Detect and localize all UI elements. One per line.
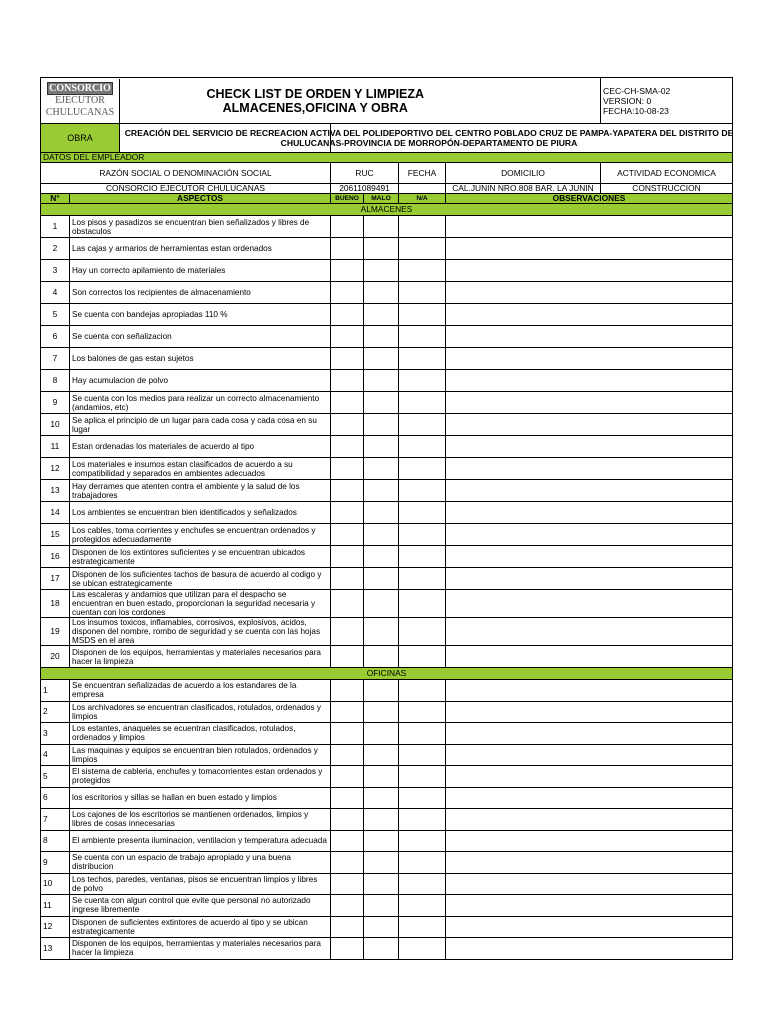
item-number: 15 — [41, 524, 70, 546]
malo-cell[interactable] — [364, 348, 399, 370]
malo-cell[interactable] — [364, 436, 399, 458]
bueno-cell[interactable] — [331, 723, 364, 745]
checklist-table — [40, 77, 733, 960]
obra-row — [41, 124, 733, 153]
observaciones-cell[interactable] — [446, 618, 733, 646]
malo-cell[interactable] — [364, 916, 399, 938]
observaciones-cell[interactable] — [446, 916, 733, 938]
checklist-row — [41, 414, 733, 436]
malo-cell[interactable] — [364, 282, 399, 304]
na-cell[interactable] — [399, 238, 446, 260]
checklist-row — [41, 480, 733, 502]
observaciones-cell[interactable] — [446, 723, 733, 745]
checklist-row — [41, 916, 733, 938]
observaciones-cell[interactable] — [446, 414, 733, 436]
na-cell[interactable] — [399, 766, 446, 788]
malo-cell[interactable] — [364, 260, 399, 282]
bueno-cell[interactable] — [331, 436, 364, 458]
item-aspect: Los archivadores se encuentran clasificados, rotulados, ordenados y limpios — [70, 701, 331, 723]
checklist-row — [41, 766, 733, 788]
checklist-row — [41, 787, 733, 809]
item-aspect: Las maquinas y equipos se encuentran bien rotulados, ordenados y limpios — [70, 744, 331, 766]
item-aspect: El sistema de cableria, enchufes y tomacorrientes estan ordenados y protegidos — [70, 766, 331, 788]
observaciones-cell[interactable] — [446, 216, 733, 238]
malo-cell[interactable] — [364, 852, 399, 874]
almacenes-label: ALMACENES — [41, 204, 733, 216]
na-cell[interactable] — [399, 216, 446, 238]
na-cell[interactable] — [399, 787, 446, 809]
checklist-row — [41, 680, 733, 702]
na-cell[interactable] — [399, 546, 446, 568]
checklist-row — [41, 370, 733, 392]
checklist-row — [41, 852, 733, 874]
malo-cell[interactable] — [364, 590, 399, 618]
observaciones-cell[interactable] — [446, 524, 733, 546]
item-aspect: Las escaleras y andamios que utilizan para el despacho se encuentran en buen estado, proporcionan la seguridad necesaria y cuentan con los cordones — [70, 590, 331, 618]
observaciones-cell[interactable] — [446, 326, 733, 348]
item-aspect: El ambiente presenta iluminacion, ventilacion y temperatura adecuada — [70, 830, 331, 852]
checklist-row — [41, 546, 733, 568]
na-cell[interactable] — [399, 414, 446, 436]
item-aspect: Los pisos y pasadizos se encuentran bien señalizados y libres de obstaculos — [70, 216, 331, 238]
item-number: 7 — [41, 348, 70, 370]
observaciones-cell[interactable] — [446, 348, 733, 370]
item-aspect: Disponen de los equipos, herramientas y materiales necesarios para hacer la limpieza — [70, 938, 331, 960]
malo-cell[interactable] — [364, 830, 399, 852]
na-cell[interactable] — [399, 701, 446, 723]
item-aspect: Los materiales e insumos estan clasificados de acuerdo a su compatibilidad y separados en ambientes adecuados — [70, 458, 331, 480]
checklist-row — [41, 646, 733, 668]
bueno-cell[interactable] — [331, 304, 364, 326]
bueno-cell[interactable] — [331, 392, 364, 414]
empleador-label: DATOS DEL EMPLEADOR — [41, 153, 733, 163]
bueno-cell[interactable] — [331, 809, 364, 831]
item-number: 12 — [41, 916, 70, 938]
malo-cell[interactable] — [364, 618, 399, 646]
checklist-row — [41, 830, 733, 852]
bueno-cell[interactable] — [331, 238, 364, 260]
bueno-cell[interactable] — [331, 502, 364, 524]
item-number: 19 — [41, 618, 70, 646]
almacenes-items — [41, 216, 733, 668]
empleador-headers: RAZÓN SOCIAL O DENOMINACIÓN SOCIAL RUC FECHA DOMICILIO ACTIVIDAD ECONOMICA — [41, 163, 733, 184]
item-aspect: Se cuenta con señalizacion — [70, 326, 331, 348]
oficinas-section — [41, 668, 733, 680]
item-aspect: Se encuentran señalizadas de acuerdo a los estandares de la empresa — [70, 680, 331, 702]
item-aspect: Hay acumulacion de polvo — [70, 370, 331, 392]
item-number: 13 — [41, 480, 70, 502]
observaciones-cell[interactable] — [446, 590, 733, 618]
malo-cell[interactable] — [364, 524, 399, 546]
item-number: 20 — [41, 646, 70, 668]
item-aspect: Disponen de los suficientes tachos de basura de acuerdo al codigo y se ubican estrategicamente — [70, 568, 331, 590]
bueno-cell[interactable] — [331, 480, 364, 502]
na-cell[interactable] — [399, 618, 446, 646]
item-aspect: Los balones de gas estan sujetos — [70, 348, 331, 370]
item-number: 1 — [41, 680, 70, 702]
malo-cell[interactable] — [364, 895, 399, 917]
malo-cell[interactable] — [364, 458, 399, 480]
na-cell[interactable] — [399, 502, 446, 524]
observaciones-cell[interactable] — [446, 480, 733, 502]
checklist-row — [41, 216, 733, 238]
bueno-cell[interactable] — [331, 895, 364, 917]
malo-cell[interactable] — [364, 480, 399, 502]
bueno-cell[interactable] — [331, 524, 364, 546]
observaciones-cell[interactable] — [446, 766, 733, 788]
item-aspect: Se aplica el principio de un lugar para cada cosa y cada cosa en su lugar — [70, 414, 331, 436]
malo-cell[interactable] — [364, 766, 399, 788]
malo-cell[interactable] — [364, 238, 399, 260]
bueno-cell[interactable] — [331, 701, 364, 723]
na-cell[interactable] — [399, 744, 446, 766]
item-number: 9 — [41, 392, 70, 414]
item-aspect: Los techos, paredes, ventanas, pisos se encuentran limpios y libres de polvo — [70, 873, 331, 895]
bueno-cell[interactable] — [331, 830, 364, 852]
na-cell[interactable] — [399, 282, 446, 304]
checklist-row — [41, 568, 733, 590]
malo-cell[interactable] — [364, 701, 399, 723]
observaciones-cell[interactable] — [446, 282, 733, 304]
bueno-cell[interactable] — [331, 873, 364, 895]
checklist-row — [41, 458, 733, 480]
obra-label: OBRA — [41, 124, 120, 152]
na-cell[interactable] — [399, 480, 446, 502]
item-number: 12 — [41, 458, 70, 480]
malo-cell[interactable] — [364, 392, 399, 414]
bueno-cell[interactable] — [331, 370, 364, 392]
item-number: 13 — [41, 938, 70, 960]
bueno-cell[interactable] — [331, 618, 364, 646]
item-number: 17 — [41, 568, 70, 590]
item-aspect: Hay un correcto apilamiento de materiales — [70, 260, 331, 282]
item-aspect: Se cuenta con algun control que evite que personal no autorizado ingrese libremente — [70, 895, 331, 917]
item-aspect: Son correctos los recipientes de almacenamiento — [70, 282, 331, 304]
bueno-cell[interactable] — [331, 852, 364, 874]
malo-cell[interactable] — [364, 744, 399, 766]
item-aspect: Disponen de los extintores suficientes y se encuentran ubicados estrategicamente — [70, 546, 331, 568]
na-cell[interactable] — [399, 524, 446, 546]
malo-cell[interactable] — [364, 568, 399, 590]
malo-cell[interactable] — [364, 723, 399, 745]
checklist-row — [41, 618, 733, 646]
malo-cell[interactable] — [364, 370, 399, 392]
bueno-cell[interactable] — [331, 766, 364, 788]
bueno-cell[interactable] — [331, 348, 364, 370]
item-aspect: Los cables, toma corrientes y enchufes se encuentran ordenados y protegidos adecuadamente — [70, 524, 331, 546]
observaciones-cell[interactable] — [446, 646, 733, 668]
malo-cell[interactable] — [364, 326, 399, 348]
item-aspect: Los ambientes se encuentran bien identificados y señalizados — [70, 502, 331, 524]
na-cell[interactable] — [399, 830, 446, 852]
observaciones-cell[interactable] — [446, 392, 733, 414]
item-number: 3 — [41, 260, 70, 282]
bueno-cell[interactable] — [331, 216, 364, 238]
observaciones-cell[interactable] — [446, 787, 733, 809]
bueno-cell[interactable] — [331, 646, 364, 668]
checklist-row — [41, 744, 733, 766]
na-cell[interactable] — [399, 370, 446, 392]
bueno-cell[interactable] — [331, 590, 364, 618]
oficinas-label: OFICINAS — [41, 668, 733, 680]
checklist-row — [41, 938, 733, 960]
observaciones-cell[interactable] — [446, 873, 733, 895]
na-cell[interactable] — [399, 348, 446, 370]
observaciones-cell[interactable] — [446, 680, 733, 702]
bueno-cell[interactable] — [331, 787, 364, 809]
item-number: 10 — [41, 873, 70, 895]
observaciones-cell[interactable] — [446, 304, 733, 326]
item-number: 11 — [41, 436, 70, 458]
obra-description: CREACIÓN DEL SERVICIO DE RECREACION ACTIVA DEL POLIDEPORTIVO DEL CENTRO POBLADO CRUZ DE PAMPA-YAPATERA DEL DISTRITO DE CHULUCANAS-PROVINCIA DE MORROPÓN-DEPARTAMENTO DE PIURA — [124, 128, 734, 148]
item-aspect: Se cuenta con un espacio de trabajo apropiado y una buena distribucion — [70, 852, 331, 874]
checklist-row — [41, 895, 733, 917]
item-number: 5 — [41, 304, 70, 326]
item-number: 11 — [41, 895, 70, 917]
observaciones-cell[interactable] — [446, 502, 733, 524]
checklist-header-row: N° ASPECTOS BUENO MALO N/A OBSERVACIONES — [41, 194, 733, 204]
checklist-row — [41, 502, 733, 524]
malo-cell[interactable] — [364, 546, 399, 568]
na-cell[interactable] — [399, 895, 446, 917]
na-cell[interactable] — [399, 916, 446, 938]
item-number: 1 — [41, 216, 70, 238]
almacenes-section — [41, 204, 733, 216]
bueno-cell[interactable] — [331, 744, 364, 766]
item-number: 2 — [41, 701, 70, 723]
checklist-row — [41, 282, 733, 304]
observaciones-cell[interactable] — [446, 436, 733, 458]
observaciones-cell[interactable] — [446, 701, 733, 723]
item-number: 6 — [41, 326, 70, 348]
na-cell[interactable] — [399, 326, 446, 348]
item-number: 2 — [41, 238, 70, 260]
item-aspect: Los insumos toxicos, inflamables, corrosivos, explosivos, acidos, disponen del nombre, rombo de seguridad y se cuenta con las hojas MSDS en el area — [70, 618, 331, 646]
malo-cell[interactable] — [364, 502, 399, 524]
malo-cell[interactable] — [364, 646, 399, 668]
item-aspect: Hay derrames que atenten contra el ambiente y la salud de los trabajadores — [70, 480, 331, 502]
item-number: 7 — [41, 809, 70, 831]
checklist-document — [40, 77, 732, 960]
item-number: 14 — [41, 502, 70, 524]
item-aspect: Los cajones de los escritorios se mantienen ordenados, limpios y libres de cosas innecesarias — [70, 809, 331, 831]
bueno-cell[interactable] — [331, 546, 364, 568]
checklist-row — [41, 723, 733, 745]
bueno-cell[interactable] — [331, 260, 364, 282]
observaciones-cell[interactable] — [446, 830, 733, 852]
header-row — [41, 78, 733, 124]
na-cell[interactable] — [399, 392, 446, 414]
observaciones-cell[interactable] — [446, 458, 733, 480]
observaciones-cell[interactable] — [446, 260, 733, 282]
checklist-row — [41, 436, 733, 458]
bueno-cell[interactable] — [331, 458, 364, 480]
observaciones-cell[interactable] — [446, 809, 733, 831]
item-number: 8 — [41, 370, 70, 392]
document-title: CHECK LIST DE ORDEN Y LIMPIEZA ALMACENES,OFICINA Y OBRA — [331, 78, 601, 124]
na-cell[interactable] — [399, 304, 446, 326]
observaciones-cell[interactable] — [446, 568, 733, 590]
na-cell[interactable] — [399, 590, 446, 618]
bueno-cell[interactable] — [331, 916, 364, 938]
bueno-cell[interactable] — [331, 282, 364, 304]
malo-cell[interactable] — [364, 873, 399, 895]
checklist-row — [41, 326, 733, 348]
observaciones-cell[interactable] — [446, 546, 733, 568]
checklist-row — [41, 348, 733, 370]
item-aspect: los escritorios y sillas se hallan en buen estado y limpios — [70, 787, 331, 809]
oficinas-items — [41, 680, 733, 960]
checklist-row — [41, 590, 733, 618]
item-number: 4 — [41, 744, 70, 766]
malo-cell[interactable] — [364, 787, 399, 809]
observaciones-cell[interactable] — [446, 852, 733, 874]
checklist-row — [41, 304, 733, 326]
malo-cell[interactable] — [364, 809, 399, 831]
na-cell[interactable] — [399, 436, 446, 458]
checklist-row — [41, 238, 733, 260]
malo-cell[interactable] — [364, 304, 399, 326]
na-cell[interactable] — [399, 723, 446, 745]
na-cell[interactable] — [399, 809, 446, 831]
checklist-row — [41, 392, 733, 414]
bueno-cell[interactable] — [331, 938, 364, 960]
malo-cell[interactable] — [364, 216, 399, 238]
item-aspect: Se cuenta con los medios para realizar un correcto almacenamiento (andamios, etc) — [70, 392, 331, 414]
bueno-cell[interactable] — [331, 568, 364, 590]
item-aspect: Estan ordenadas los materiales de acuerdo al tipo — [70, 436, 331, 458]
empleador-section — [41, 153, 733, 163]
na-cell[interactable] — [399, 260, 446, 282]
na-cell[interactable] — [399, 646, 446, 668]
item-aspect: Los estantes, anaqueles se ecuentran clasificados, rotulados, ordenados y limpios — [70, 723, 331, 745]
observaciones-cell[interactable] — [446, 370, 733, 392]
bueno-cell[interactable] — [331, 326, 364, 348]
item-number: 10 — [41, 414, 70, 436]
na-cell[interactable] — [399, 852, 446, 874]
item-number: 18 — [41, 590, 70, 618]
item-number: 3 — [41, 723, 70, 745]
item-number: 5 — [41, 766, 70, 788]
item-aspect: Disponen de suficientes extintores de acuerdo al tipo y se ubican estrategicamente — [70, 916, 331, 938]
na-cell[interactable] — [399, 568, 446, 590]
company-logo: CONSORCIO EJECUTOR CHULUCANAS — [41, 79, 120, 123]
item-aspect: Las cajas y armarios de herramientas estan ordenados — [70, 238, 331, 260]
na-cell[interactable] — [399, 873, 446, 895]
item-aspect: Disponen de los equipos, herramientas y materiales necesarios para hacer la limpieza — [70, 646, 331, 668]
empleador-values: CONSORCIO EJECUTOR CHULUCANAS 20611089491 CAL.JUNIN NRO.808 BAR. LA JUNIN CONSTRUCCION — [41, 184, 733, 194]
document-code: CEC-CH-SMA-02 VERSION: 0 FECHA:10-08-23 — [601, 78, 733, 124]
item-aspect: Se cuenta con bandejas apropiadas 110 % — [70, 304, 331, 326]
checklist-row — [41, 260, 733, 282]
observaciones-cell[interactable] — [446, 895, 733, 917]
item-number: 6 — [41, 787, 70, 809]
na-cell[interactable] — [399, 680, 446, 702]
observaciones-cell[interactable] — [446, 938, 733, 960]
item-number: 8 — [41, 830, 70, 852]
checklist-row — [41, 873, 733, 895]
bueno-cell[interactable] — [331, 414, 364, 436]
observaciones-cell[interactable] — [446, 744, 733, 766]
item-number: 16 — [41, 546, 70, 568]
checklist-row — [41, 809, 733, 831]
item-number: 9 — [41, 852, 70, 874]
item-number: 4 — [41, 282, 70, 304]
malo-cell[interactable] — [364, 938, 399, 960]
malo-cell[interactable] — [364, 414, 399, 436]
checklist-row — [41, 524, 733, 546]
malo-cell[interactable] — [364, 680, 399, 702]
na-cell[interactable] — [399, 458, 446, 480]
bueno-cell[interactable] — [331, 680, 364, 702]
observaciones-cell[interactable] — [446, 238, 733, 260]
na-cell[interactable] — [399, 938, 446, 960]
checklist-row — [41, 701, 733, 723]
